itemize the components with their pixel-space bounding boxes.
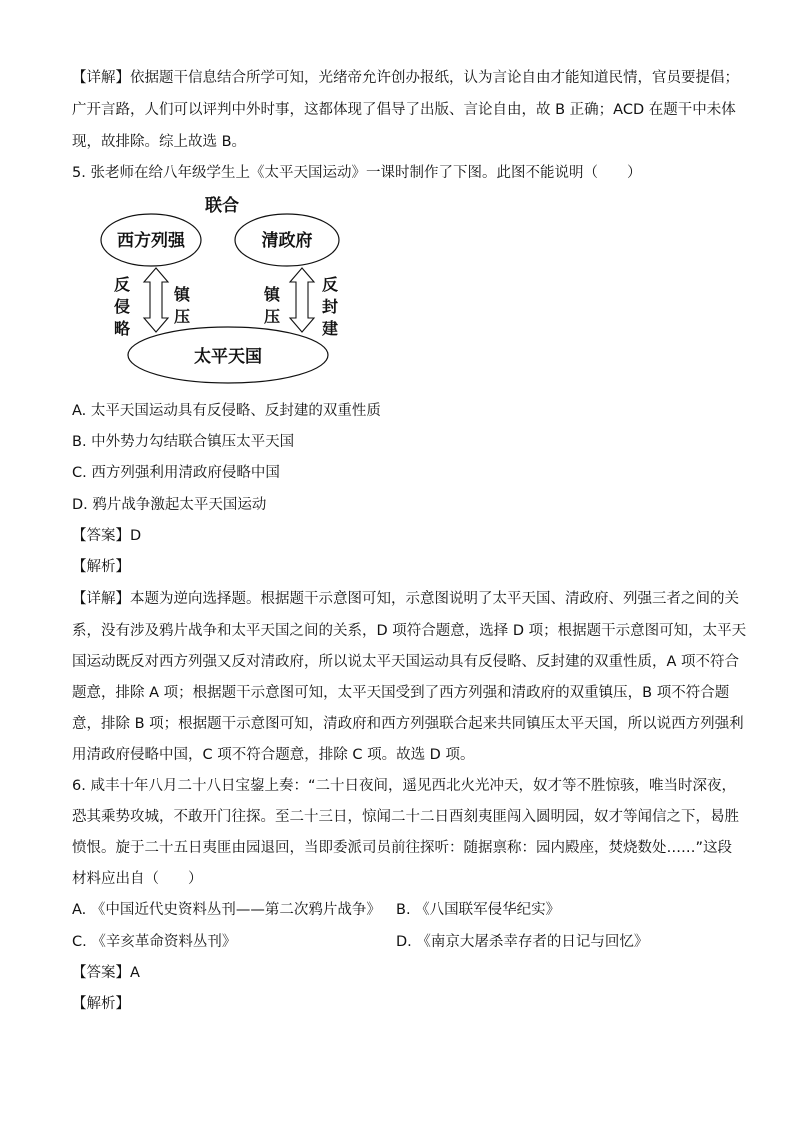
right-up-char-2: 封 — [322, 297, 339, 316]
q4-detail-line-1: 【详解】依据题干信息结合所学可知，光绪帝允许创办报纸，认为言论自由才能知道民情，官员要提倡； — [72, 70, 739, 86]
detail-label: 【详解】 — [72, 70, 130, 86]
q5-option-d: D. 鸦片战争激起太平天国运动 — [72, 497, 267, 513]
q6-option-d: D. 《南京大屠杀幸存者的日记与回忆》 — [396, 934, 649, 950]
q6-option-b: B. 《八国联军侵华纪实》 — [396, 902, 561, 918]
q6-stem-line-4: 材料应出自（ ） — [72, 871, 203, 887]
right-ellipse-label: 清政府 — [261, 231, 313, 251]
left-up-char-1: 反 — [114, 275, 131, 294]
right-up-char-1: 反 — [322, 275, 339, 294]
right-down-char-2: 压 — [264, 307, 281, 326]
right-up-char-3: 建 — [322, 319, 339, 338]
q6-option-a: A. 《中国近代史资料丛刊——第二次鸦片战争》 — [72, 902, 381, 918]
answer-value: D — [130, 528, 142, 544]
answer-label: 【答案】 — [72, 965, 130, 981]
left-down-char-2: 压 — [174, 307, 191, 326]
q6-stem-line-2: 恐其乘势攻城，不敢开门往探。至二十三日，惊闻二十二日酉刻夷匪闯入圆明园，奴才等闻信之下，曷胜 — [72, 809, 739, 825]
q5-stem: 5. 张老师在给八年级学生上《太平天国运动》一课时制作了下图。此图不能说明（ ） — [72, 165, 642, 181]
left-up-char-2: 侵 — [114, 297, 131, 316]
q6-stem-line-1: 6. 咸丰十年八月二十八日宝鋆上奏：“二十日夜间，遥见西北火光冲天，奴才等不胜惊骇，唯当时深夜， — [72, 778, 736, 794]
left-up-char-3: 略 — [114, 319, 131, 338]
q5-diagram — [100, 188, 340, 388]
q5-option-a: A. 太平天国运动具有反侵略、反封建的双重性质 — [72, 403, 381, 419]
q5-detail-line-4: 题意，排除 A 项；根据题干示意图可知，太平天国受到了西方列强和清政府的双重镇压，B 项不符合题 — [72, 685, 730, 701]
q4-detail-line-2: 广开言路，人们可以评判中外时事，这都体现了倡导了出版、言论自由，故 B 正确；ACD 在题干中未体 — [72, 102, 736, 118]
q5-analysis-label: 【解析】 — [72, 559, 130, 575]
q5-detail-line-5: 意，排除 B 项；根据题干示意图可知，清政府和西方列强联合起来共同镇压太平天国，所以说西方列强利 — [72, 716, 744, 732]
left-ellipse-label: 西方列强 — [117, 231, 185, 251]
left-down-char-1: 镇 — [174, 285, 191, 304]
q6-option-c: C. 《辛亥革命资料丛刊》 — [72, 934, 237, 950]
detail-label: 【详解】 — [72, 591, 130, 607]
q5-option-c: C. 西方列强利用清政府侵略中国 — [72, 465, 280, 481]
q6-stem-line-3: 愤恨。旋于二十五日夷匪由园退回，当即委派司员前往探听：随据禀称：园内殿座，焚烧数处……”这段 — [72, 840, 733, 856]
bottom-ellipse-label: 太平天国 — [194, 347, 262, 367]
right-down-char-1: 镇 — [264, 285, 281, 304]
q5-option-b: B. 中外势力勾结联合镇压太平天国 — [72, 434, 295, 450]
q5-detail-line-3: 国运动既反对西方列强又反对清政府，所以说太平天国运动具有反侵略、反封建的双重性质，A 项不符合 — [72, 654, 740, 670]
q5-detail-line-1: 【详解】本题为逆向选择题。根据题干示意图可知，示意图说明了太平天国、清政府、列强三者之间的关 — [72, 591, 739, 607]
right-double-arrow — [290, 268, 314, 332]
answer-label: 【答案】 — [72, 528, 130, 544]
q6-analysis-label: 【解析】 — [72, 996, 130, 1012]
q5-answer — [72, 526, 141, 546]
q6-answer — [72, 963, 140, 983]
q5-detail-line-6: 用清政府侵略中国，C 项不符合题意，排除 C 项。故选 D 项。 — [72, 747, 475, 763]
q5-detail-line-2: 系，没有涉及鸦片战争和太平天国之间的关系，D 项符合题意，选择 D 项；根据题干示意图可知，太平天 — [72, 623, 747, 639]
left-double-arrow — [144, 268, 168, 332]
diagram-top-label: 联合 — [205, 196, 239, 216]
answer-value: A — [130, 965, 140, 981]
q4-detail-line-3: 现，故排除。综上故选 B。 — [72, 134, 247, 150]
